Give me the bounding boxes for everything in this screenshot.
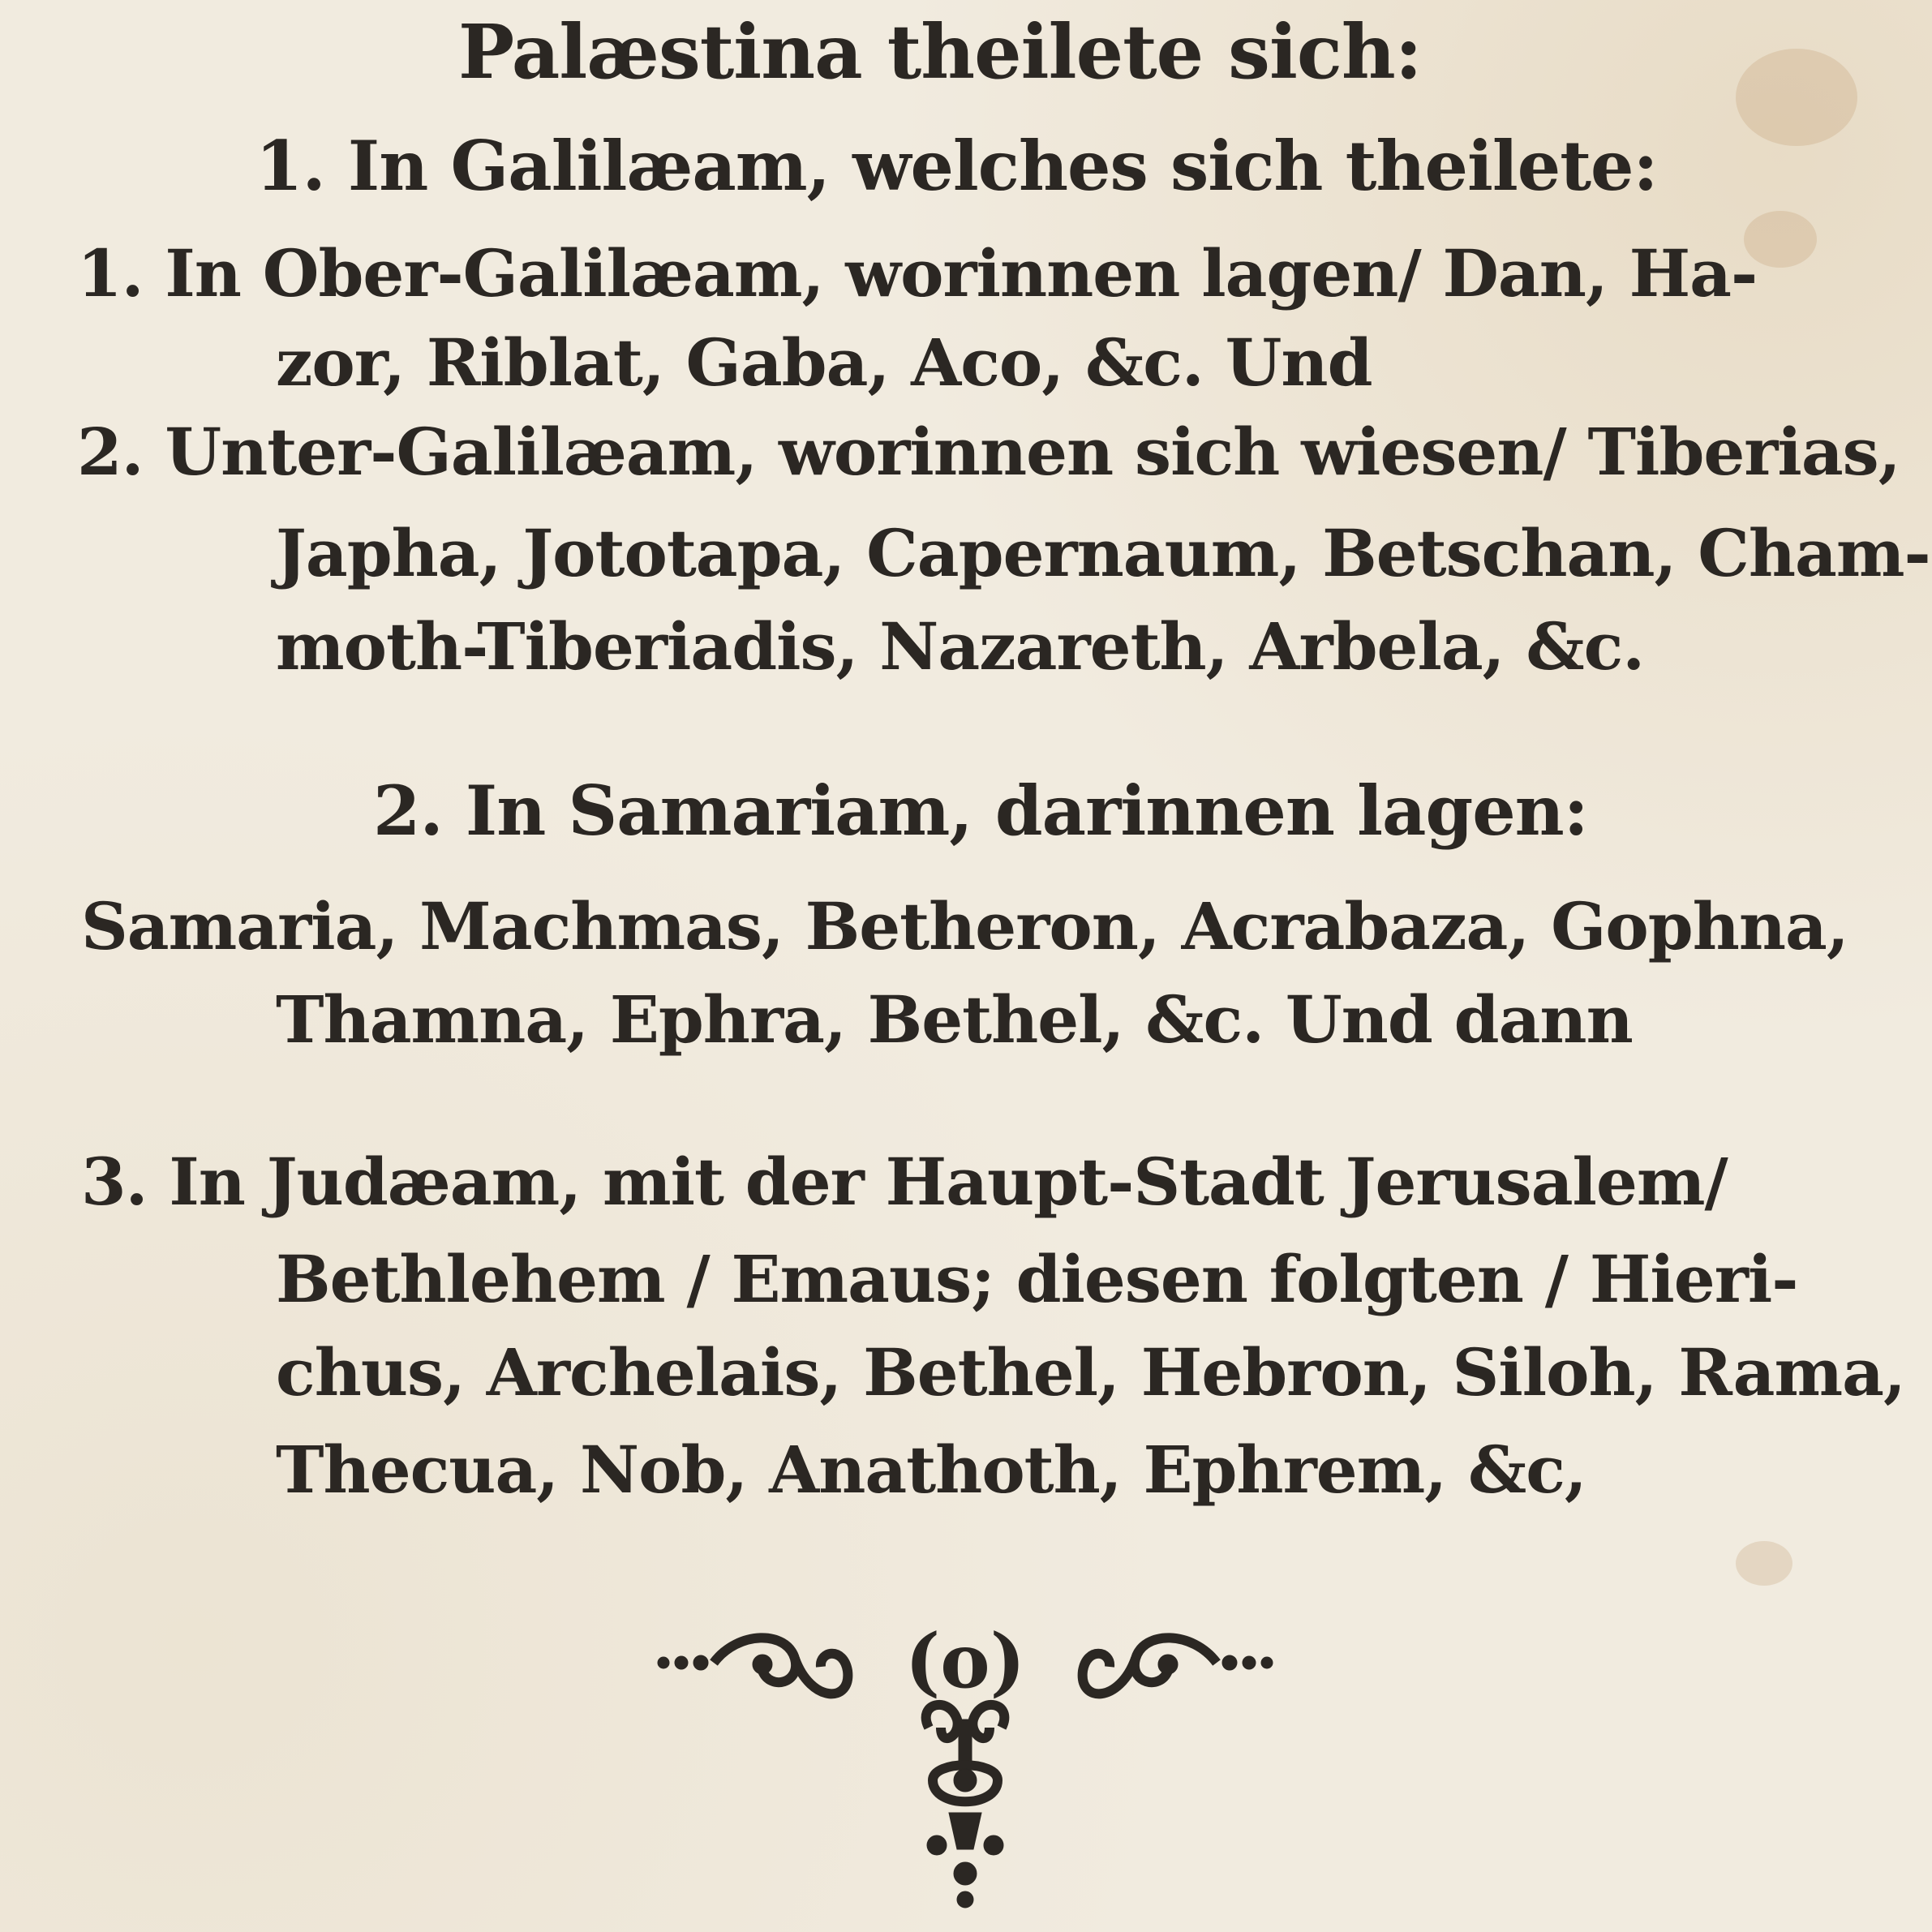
page-heading: Palæstina theilete sich: (458, 8, 1422, 96)
section-galilaea-intro: 1. In Galilæam, welches sich theilete: (255, 126, 1658, 206)
judaea-line-3: chus, Archelais, Bethel, Hebron, Siloh, Rama, (276, 1334, 1905, 1410)
unter-galilaea-line-2: Japha, Jototapa, Capernaum, Betschan, Cham- (276, 515, 1930, 591)
judaea-line-4: Thecua, Nob, Anathoth, Ephrem, &c, (276, 1432, 1586, 1508)
right-fleuron-icon (1083, 1638, 1273, 1694)
unter-galilaea-line-1: 2. Unter-Galilæam, worinnen sich wiesen/ Tiberias, (77, 414, 1900, 490)
ober-galilaea-line-1: 1. In Ober-Galilæam, worinnen lagen/ Dan, Ha- (77, 235, 1758, 311)
paper-stain (1736, 1541, 1792, 1586)
samaria-line-2: Thamna, Ephra, Bethel, &c. Und dann (276, 981, 1633, 1058)
judaea-line-2: Bethlehem / Emaus; diesen folgten / Hieri- (276, 1241, 1798, 1317)
judaea-line-1: 3. In Judæam, mit der Haupt-Stadt Jerusalem/ (81, 1144, 1728, 1220)
left-fleuron-icon (658, 1638, 848, 1694)
section-samaria-intro: 2. In Samariam, darinnen lagen: (373, 771, 1588, 851)
samaria-line-1: Samaria, Machmas, Betheron, Acrabaza, Gophna, (81, 888, 1848, 964)
ornament-center-text: (o) (904, 1617, 1026, 1705)
ober-galilaea-line-2: zor, Riblat, Gaba, Aco, &c. Und (276, 324, 1372, 401)
drop-ornament-icon (926, 1705, 1005, 1908)
printers-ornament (649, 1606, 1282, 1914)
unter-galilaea-line-3: moth-Tiberiadis, Nazareth, Arbela, &c. (276, 608, 1645, 685)
paper-stain (1736, 49, 1857, 146)
